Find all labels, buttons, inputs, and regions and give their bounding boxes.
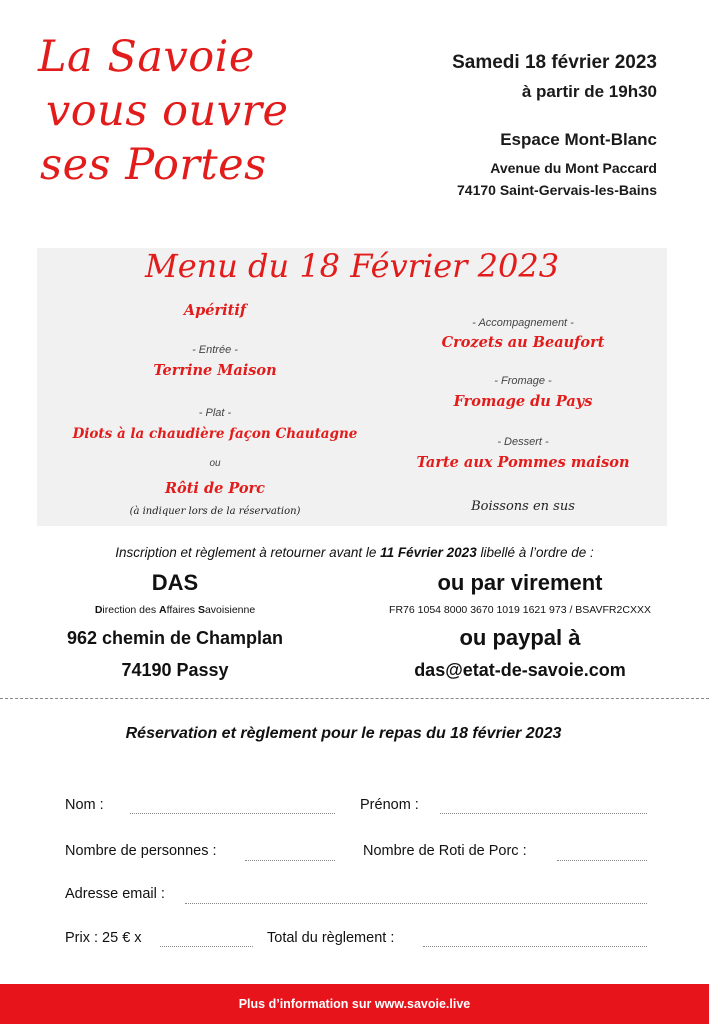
org-word-1: irection des <box>102 604 160 616</box>
transfer-title: ou par virement <box>437 570 603 595</box>
prenom-label: Prénom : <box>360 797 419 813</box>
org-word-2: ffaires <box>166 604 198 616</box>
menu-plat-alt: Rôti de Porc <box>164 480 266 497</box>
menu-ou: ou <box>209 458 221 469</box>
org-word-3: avoisienne <box>204 604 256 616</box>
prix-label: Prix : 25 € x <box>65 930 142 946</box>
org-initial-s: S <box>197 604 205 616</box>
prenom-field[interactable] <box>440 813 647 814</box>
nom-label: Nom : <box>65 797 104 813</box>
menu-plat-alt-note: (à indiquer lors de la réservation) <box>129 506 301 517</box>
menu-plat: Diots à la chaudière façon Chautagne <box>72 426 358 442</box>
email-label: Adresse email : <box>65 886 165 902</box>
footer-banner <box>0 984 709 1024</box>
event-date: Samedi 18 février 2023 <box>452 52 657 73</box>
venue-street: Avenue du Mont Paccard <box>490 160 657 176</box>
org-initial-d: D <box>94 604 103 616</box>
postal-address-line-1: 962 chemin de Champlan <box>66 628 284 648</box>
nom-field[interactable] <box>130 813 335 814</box>
nb-roti-label: Nombre de Roti de Porc : <box>363 843 527 859</box>
menu-boissons: Boissons en sus <box>471 499 575 514</box>
menu-fromage: Fromage du Pays <box>453 393 593 410</box>
menu-fromage-label: - Fromage - <box>494 375 552 387</box>
event-title-line-2: vous ouvre <box>46 86 289 136</box>
menu-title: Menu du 18 Février 2023 <box>144 247 560 285</box>
event-time: à partir de 19h30 <box>521 82 657 101</box>
payment-deadline: 11 Février 2023 <box>380 545 477 560</box>
event-title-line-1: La Savoie <box>38 32 255 82</box>
event-title-line-3: ses Portes <box>40 140 267 190</box>
venue-name: Espace Mont-Blanc <box>500 130 657 149</box>
payment-intro <box>0 545 709 560</box>
form-title: Réservation et règlement pour le repas du 18 février 2023 <box>125 725 562 742</box>
menu-entree-label: - Entrée - <box>192 344 238 356</box>
menu-dessert: Tarte aux Pommes maison <box>416 454 630 471</box>
footer-info-text[interactable]: Plus d’information sur www.savoie.live <box>238 997 471 1011</box>
email-field[interactable] <box>185 903 647 904</box>
total-label: Total du règlement : <box>267 930 395 946</box>
menu-accompagnement-label: - Accompagnement - <box>472 317 574 329</box>
payment-intro-text: Inscription et règlement à retourner avant le <box>115 545 381 560</box>
iban-bic: FR76 1054 8000 3670 1019 1621 973 / BSAVFR2CXXX <box>389 604 651 616</box>
paypal-title: ou paypal à <box>459 625 581 650</box>
org-full-name <box>30 604 320 616</box>
menu-plat-label: - Plat - <box>198 407 232 419</box>
menu-aperitif: Apéritif <box>183 302 247 319</box>
menu-dessert-label: - Dessert - <box>497 436 549 448</box>
menu-accompagnement: Crozets au Beaufort <box>441 334 605 351</box>
paypal-email: das@etat-de-savoie.com <box>414 660 626 680</box>
menu-entree: Terrine Maison <box>153 362 277 379</box>
nb-personnes-label: Nombre de personnes : <box>65 843 217 859</box>
org-initial-a: A <box>159 604 167 616</box>
cut-line <box>0 698 709 699</box>
postal-address-line-2: 74190 Passy <box>121 660 229 680</box>
total-field[interactable] <box>423 946 647 947</box>
payment-intro-suffix: libellé à l’ordre de : <box>476 545 594 560</box>
org-acronym: DAS <box>151 570 199 595</box>
venue-city: 74170 Saint-Gervais-les-Bains <box>457 182 657 198</box>
nb-roti-field[interactable] <box>557 860 647 861</box>
prix-quantity-field[interactable] <box>160 946 253 947</box>
nb-personnes-field[interactable] <box>245 860 335 861</box>
